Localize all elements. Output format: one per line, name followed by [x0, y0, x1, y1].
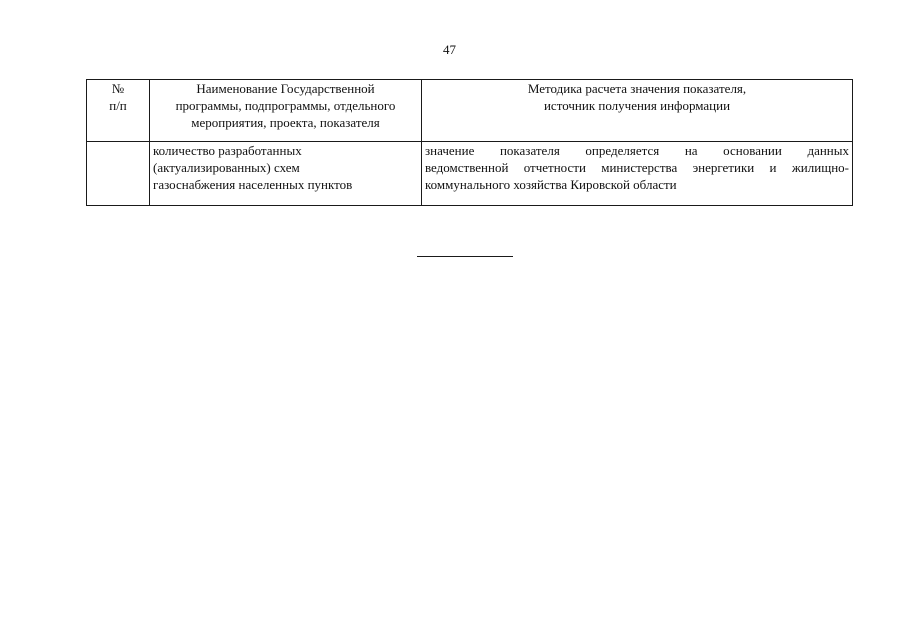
row-name-cell	[150, 142, 422, 206]
row-name-line: (актуализированных) схем	[153, 160, 300, 175]
row-name-line: количество разработанных	[153, 143, 302, 158]
table-row	[87, 142, 853, 206]
header-number-line: п/п	[109, 98, 127, 113]
row-method-line: ведомственной отчетности министерства энергетики и жилищно-	[425, 160, 849, 175]
header-number-line: №	[111, 81, 125, 96]
header-name-line: мероприятия, проекта, показателя	[191, 115, 380, 130]
header-name	[150, 80, 422, 142]
header-method-line: источник получения информации	[543, 98, 731, 113]
indicator-table	[86, 79, 853, 206]
row-method-line: значение показателя определяется на основании данных	[425, 143, 849, 158]
row-number-cell	[87, 142, 150, 206]
table-header-row	[87, 80, 853, 142]
header-method	[422, 80, 853, 142]
header-method-line: Методика расчета значения показателя,	[527, 81, 747, 96]
header-number	[87, 80, 150, 142]
row-name-line: газоснабжения населенных пунктов	[153, 177, 353, 192]
row-method-line: коммунального хозяйства Кировской области	[425, 177, 677, 192]
closing-rule	[417, 256, 513, 257]
header-name-line: Наименование Государственной	[196, 81, 375, 96]
header-name-line: программы, подпрограммы, отдельного	[175, 98, 396, 113]
row-method-cell	[422, 142, 853, 206]
page-number: 47	[443, 42, 456, 57]
